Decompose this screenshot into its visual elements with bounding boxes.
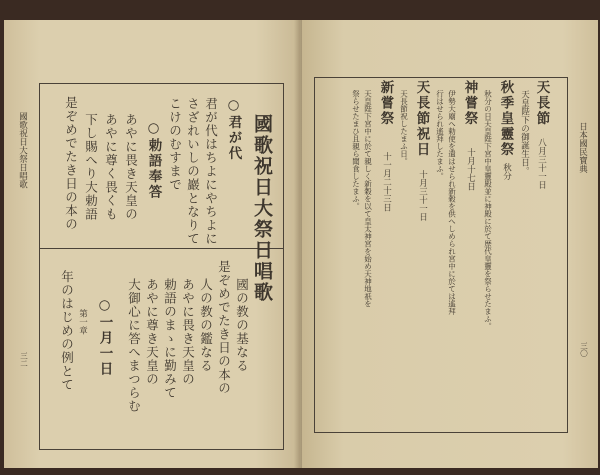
entry-desc: 天皇陛下宮中に於て親しく新穀を以て皇太神宮を始め天神地祇を [363, 90, 373, 308]
right-page-number: 三〇 [579, 342, 589, 357]
entry-name: 天長節祝日 [413, 80, 430, 158]
entry-date: 十一月二十三日 [381, 152, 392, 212]
entry-date: 秋分 [501, 163, 512, 180]
chokugo-lower-line-3: 人の教の鑑なる [198, 278, 214, 373]
chokugo-lower-line-2: 是ぞめでたき日の本の [216, 260, 232, 395]
kimigayo-line-3: こけのむすまで [167, 97, 183, 192]
entry-name: 新嘗祭 [377, 80, 394, 127]
gantan-line-1: 年のはじめの例とて [59, 270, 75, 392]
kimigayo-heading: ○君が代 [225, 97, 242, 162]
kimigayo-line-1: 君が代はちよにやちよに [203, 97, 219, 246]
entry-desc: 天皇陛下の御誕生日。 [519, 90, 530, 175]
entry-date: 十月三十一日 [417, 170, 428, 221]
chokugo-lower-line-6: あやに尊き天皇の [144, 278, 160, 386]
left-page-number: 三二 [19, 352, 29, 367]
chokugo-upper-line-4: 是ぞめでたき日の本の [63, 96, 79, 231]
gantan-chapter: 第一章 [77, 309, 88, 335]
entry-date: 十月十七日 [465, 148, 476, 191]
chokugo-lower-line-5: 勅語のまゝに勤みて [162, 278, 178, 400]
left-page [4, 20, 300, 468]
chokugo-lower-line-1: 國の教の基なる [234, 278, 250, 373]
open-book [4, 20, 598, 468]
page-title: 國歌祝日大祭日唱歌 [251, 114, 273, 303]
entry-date: 八月三十一日 [536, 138, 547, 189]
entry-name: 秋季皇靈祭 [497, 80, 514, 158]
gantan-heading: ○一月一日 [96, 297, 113, 377]
chokugo-upper-line-3: 下し賜へり大勅語 [83, 113, 99, 221]
entry-desc: 天長節祝したまふ日。 [399, 90, 409, 165]
right-page [302, 20, 598, 468]
kimigayo-line-2: さざれいしの巖となりて [185, 97, 201, 246]
entry-desc: 祭らせたまひ且親ら聞食したまふ。 [351, 90, 361, 210]
chokugo-lower-line-4: あやに畏き天皇の [180, 278, 196, 386]
entry-desc: 伊勢大廟へ勅使を遣はせられ新穀を供へしめられ宮中に於ては遙拜 [447, 90, 457, 315]
chokugo-upper-line-1: あやに畏き天皇の [123, 113, 139, 221]
entry-desc: 行はせられ遙拜したまふ。 [435, 90, 445, 180]
entry-desc: 秋分の日天皇陛下宮中皇靈殿並に神殿に於て歴代皇靈を祭らせたまふ。 [483, 90, 493, 330]
entry-name: 天長節 [533, 80, 550, 127]
entry-name: 神嘗祭 [461, 80, 478, 127]
frame-divider [39, 248, 284, 249]
right-page-spine-header: 日本國民寶典 [577, 122, 588, 173]
left-page-spine-header: 國歌祝日大祭日唱歌 [17, 112, 28, 189]
chokugo-lower-line-7: 大御心に答へまつらむ [126, 278, 142, 413]
chokugo-upper-line-2: あやに尊く畏くも [103, 113, 119, 221]
chokugo-heading: ○勅語奉答 [145, 120, 162, 200]
